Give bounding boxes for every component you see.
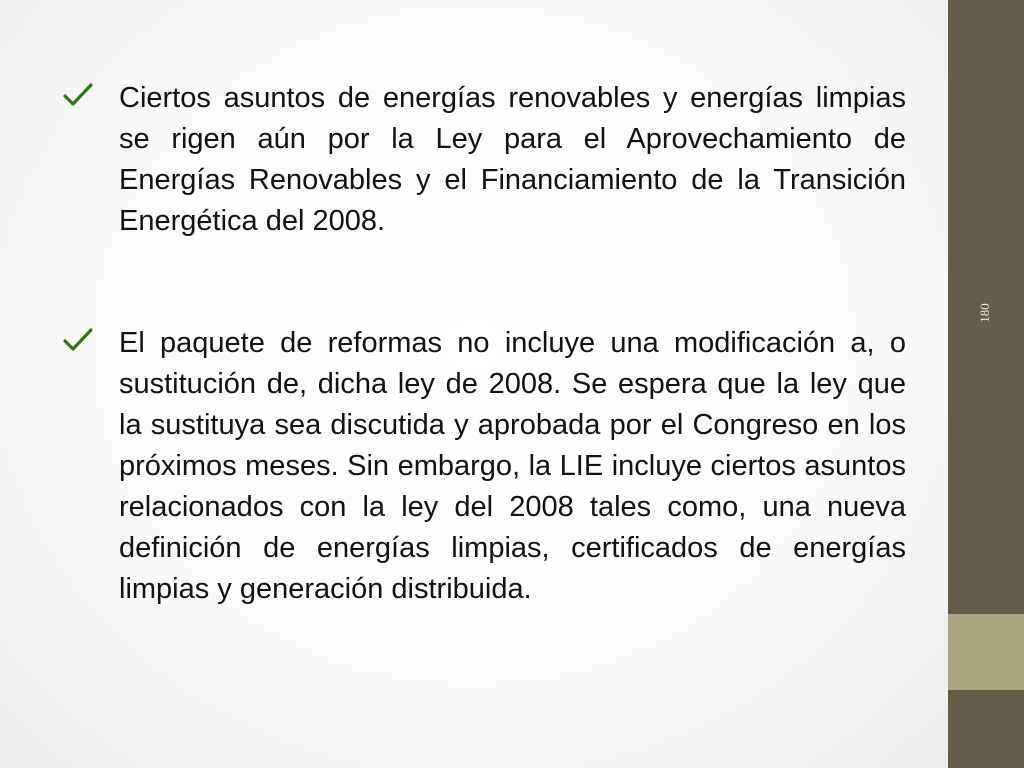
bullet-text-1: Ciertos asuntos de energías renovables y energías limpias se rigen aún por la Ley para el Aprovechamiento de Energías Renovables y el Financiamiento de la Transición Energética del 2008. xyxy=(119,82,906,237)
page-number: 180 xyxy=(977,303,992,323)
bullet-text-2: El paquete de reformas no incluye una modificación a, o sustitución de, dicha ley de 2008. Se espera que la ley que la sustituya sea discutida y aprobada por el Congreso en los próximos meses. Sin embargo, la LIE incluye ciertos asuntos relacionados con la ley del 2008 tales como, una nueva definición de energías limpias, certificados de energías limpias y generación distribuida. xyxy=(119,327,906,605)
checkmark-icon xyxy=(62,81,94,109)
checkmark-icon xyxy=(62,326,94,354)
sidebar-band-base xyxy=(948,690,1024,768)
sidebar-band-light xyxy=(948,614,1024,690)
